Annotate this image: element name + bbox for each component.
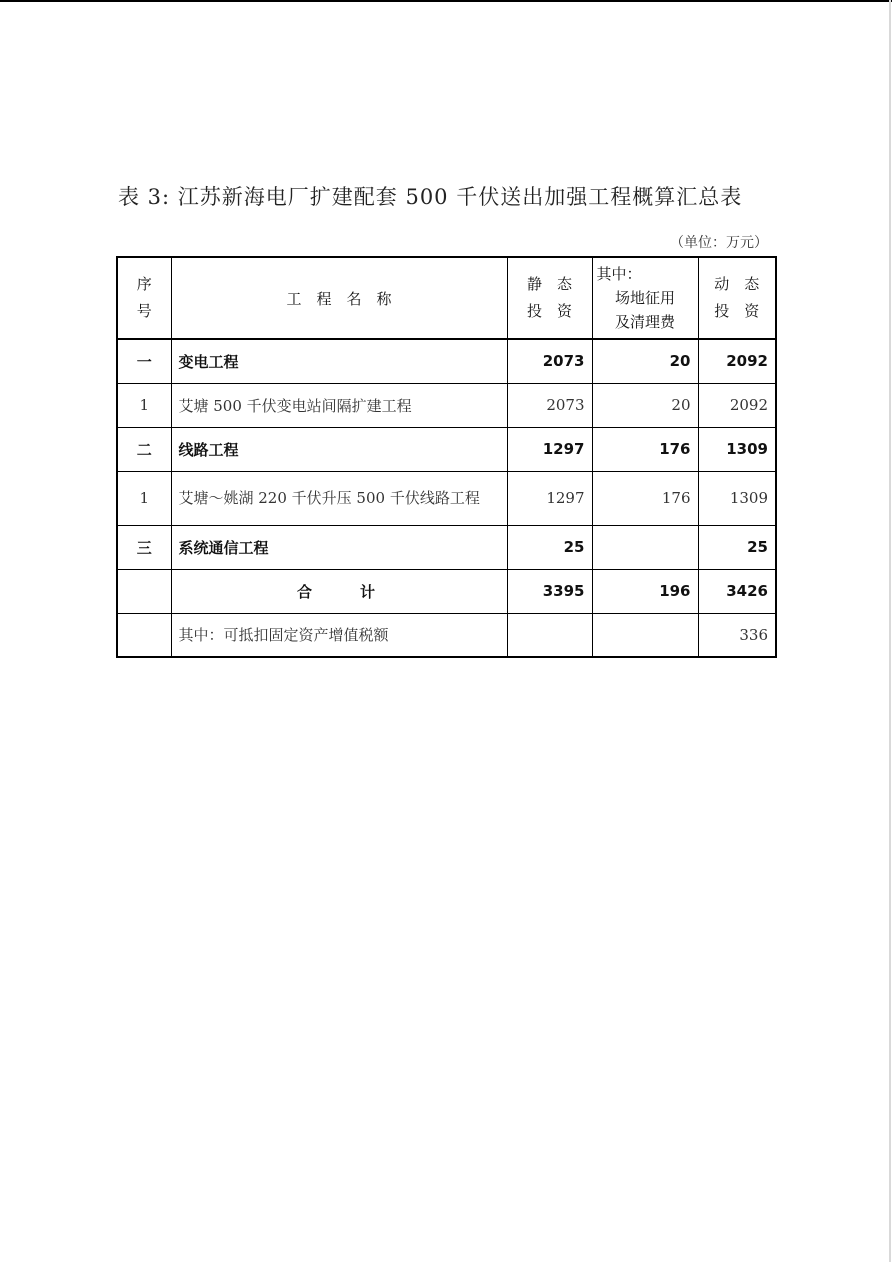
row-land: 176	[592, 471, 698, 525]
row-seq: 三	[117, 525, 171, 569]
header-name-label: 工 程 名 称	[286, 289, 392, 308]
table-row	[117, 383, 776, 427]
table-title: 表 3: 江苏新海电厂扩建配套 500 千伏送出加强工程概算汇总表	[118, 185, 743, 209]
row-dynamic: 2092	[698, 383, 776, 427]
table-row	[117, 525, 776, 569]
header-seq-line-2: 号	[136, 302, 152, 320]
header-static-line-1: 静 态	[526, 275, 572, 293]
header-dynamic-line-2: 投 资	[714, 302, 760, 320]
header-row	[117, 257, 776, 339]
row-dynamic: 336	[698, 613, 776, 657]
row-static: 1297	[507, 427, 592, 471]
row-land	[592, 613, 698, 657]
row-static: 2073	[507, 339, 592, 383]
total-row	[117, 569, 776, 613]
row-dynamic: 3426	[698, 569, 776, 613]
row-seq: 一	[117, 339, 171, 383]
row-name: 艾塘～姚湖 220 千伏升压 500 千伏线路工程	[171, 471, 507, 525]
header-static	[507, 257, 592, 339]
row-static: 2073	[507, 383, 592, 427]
row-seq	[117, 569, 171, 613]
header-seq-line-1: 序	[136, 275, 152, 293]
header-land-line-3: 及清理费	[614, 313, 675, 331]
header-dynamic	[698, 257, 776, 339]
row-dynamic: 1309	[698, 427, 776, 471]
row-dynamic: 25	[698, 525, 776, 569]
row-static	[507, 613, 592, 657]
row-land: 196	[592, 569, 698, 613]
row-name: 合 计	[171, 569, 507, 613]
row-land: 20	[592, 383, 698, 427]
table-row	[117, 427, 776, 471]
top-border-line	[0, 0, 892, 2]
header-name	[171, 257, 507, 339]
header-land-line-1: 其中：	[596, 265, 642, 283]
header-land	[592, 257, 698, 339]
row-land	[592, 525, 698, 569]
row-static: 25	[507, 525, 592, 569]
row-seq: 1	[117, 471, 171, 525]
row-dynamic: 1309	[698, 471, 776, 525]
header-seq	[117, 257, 171, 339]
row-name: 艾塘 500 千伏变电站间隔扩建工程	[171, 383, 507, 427]
row-static: 3395	[507, 569, 592, 613]
unit-label: （单位：万元）	[670, 235, 768, 251]
row-name: 变电工程	[171, 339, 507, 383]
row-land: 20	[592, 339, 698, 383]
table-row	[117, 339, 776, 383]
row-seq: 1	[117, 383, 171, 427]
row-name: 线路工程	[171, 427, 507, 471]
right-edge-line	[889, 0, 891, 1262]
table-row	[117, 471, 776, 525]
header-static-line-2: 投 资	[526, 302, 572, 320]
vat-row	[117, 613, 776, 657]
row-static: 1297	[507, 471, 592, 525]
header-land-line-2: 场地征用	[614, 289, 675, 307]
row-seq	[117, 613, 171, 657]
header-dynamic-line-1: 动 态	[714, 275, 760, 293]
row-seq: 二	[117, 427, 171, 471]
budget-summary-table	[116, 256, 777, 658]
row-land: 176	[592, 427, 698, 471]
row-dynamic: 2092	[698, 339, 776, 383]
row-name: 系统通信工程	[171, 525, 507, 569]
row-name: 其中：可抵扣固定资产增值税额	[171, 613, 507, 657]
